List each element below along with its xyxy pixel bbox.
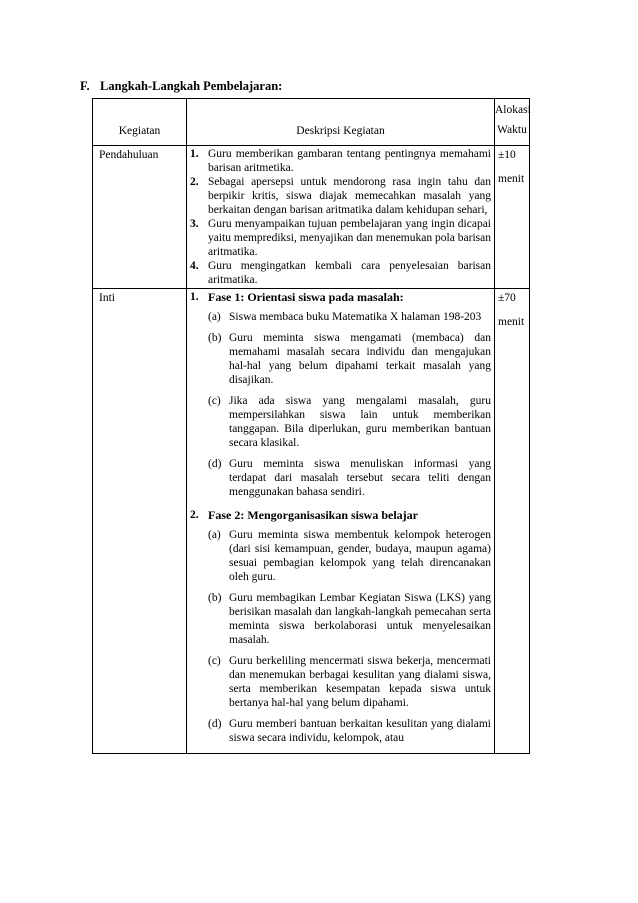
activity-name-cell (93, 146, 187, 289)
phase-block (190, 290, 491, 506)
time-unit: menit (498, 173, 525, 185)
phase-title: Fase 2: Mengorganisasikan siswa belajar (208, 508, 418, 522)
table-row-pendahuluan (93, 146, 530, 289)
step-text: Guru mengingatkan kembali cara penyelesaian barisan aritmatika. (208, 260, 491, 286)
sub-item (208, 591, 491, 647)
sub-item-label: (a) (208, 529, 221, 541)
phase-heading (190, 508, 491, 752)
header-alokasi-line2: Waktu (497, 124, 527, 136)
sub-item-text: Guru meminta siswa membentuk kelompok heterogen (dari sisi kemampuan, gender, budaya, maupun agama) sesuai pembagian kelompok yang telah direncanakan oleh guru. (229, 529, 491, 583)
phase-body (208, 508, 491, 752)
step-number: 1. (190, 148, 199, 160)
time-value: ±70 (498, 292, 516, 304)
header-alokasi-line1: Alokasi (495, 104, 531, 116)
sub-item (208, 717, 491, 745)
step-item (190, 217, 491, 259)
sub-item-text: Guru berkeliling mencermati siswa bekerja, mencermati dan menemukan berbagai kesulitan yang dialami siswa, serta memberikan kesempatan kepada siswa untuk bertanya hal-hal yang belum dipahami. (229, 655, 491, 709)
sub-item (208, 654, 491, 710)
step-number: 4. (190, 260, 199, 272)
sub-item (208, 528, 491, 584)
sub-item (208, 331, 491, 387)
header-deskripsi-label: Deskripsi Kegiatan (296, 125, 385, 137)
sub-item (208, 457, 491, 499)
phase-number: 2. (190, 509, 199, 521)
step-item (190, 259, 491, 287)
step-number: 3. (190, 218, 199, 230)
time-cell (495, 289, 530, 754)
table-row-inti (93, 289, 530, 754)
time-value: ±10 (498, 149, 516, 161)
sub-item-label: (d) (208, 458, 222, 470)
step-number: 2. (190, 176, 199, 188)
sub-item (208, 394, 491, 450)
step-item (190, 147, 491, 175)
header-kegiatan (93, 99, 187, 146)
step-text: Guru memberikan gambaran tentang pentingnya memahami barisan aritmetika. (208, 148, 491, 174)
activity-name-cell (93, 289, 187, 754)
section-letter: F. (80, 79, 90, 93)
header-alokasi (495, 99, 530, 146)
sub-item-text: Guru membagikan Lembar Kegiatan Siswa (LKS) yang berisikan masalah dan langkah-langkah pemecahan serta meminta siswa berkolaborasi untuk menyelesaikan masalah. (229, 592, 491, 646)
sub-item-text: Guru memberi bantuan berkaitan kesulitan yang dialami siswa secara individu, kelompok, atau (229, 718, 491, 744)
time-cell (495, 146, 530, 289)
step-text: Guru menyampaikan tujuan pembelajaran yang ingin dicapai yaitu memprediksi, menyajikan dan menemukan pola barisan aritmatika. (208, 218, 491, 258)
activity-name: Pendahuluan (99, 149, 159, 161)
phase-number: 1. (190, 291, 199, 303)
sub-item-label: (b) (208, 332, 222, 344)
sub-item (208, 310, 491, 324)
learning-steps-table (92, 98, 530, 754)
table-header-row (93, 99, 530, 146)
header-kegiatan-label: Kegiatan (118, 125, 161, 137)
sub-item-label: (d) (208, 718, 222, 730)
time-unit: menit (498, 316, 525, 328)
sub-item-label: (c) (208, 395, 221, 407)
header-deskripsi (187, 99, 495, 146)
sub-item-label: (a) (208, 311, 221, 323)
sub-item-text: Siswa membaca buku Matematika X halaman 198-203 (229, 311, 482, 323)
phase-body (208, 290, 491, 506)
section-heading (80, 79, 282, 94)
sub-item-label: (b) (208, 592, 222, 604)
sub-item-text: Jika ada siswa yang mengalami masalah, guru mempersilahkan siswa lain untuk memberikan tanggapan. Bila diperlukan, guru memberikan bantuan secara klasikal. (229, 395, 491, 449)
step-item (190, 175, 491, 217)
phase-sub-list (208, 528, 491, 745)
description-cell (187, 289, 495, 754)
pendahuluan-step-list (190, 147, 491, 287)
sub-item-text: Guru meminta siswa menuliskan informasi yang terdapat dari masalah tersebut secara teliti dengan menggunakan bahasa sendiri. (229, 458, 491, 498)
sub-item-text: Guru meminta siswa mengamati (membaca) dan memahami masalah secara individu dan mengajukan hal-hal yang belum dipahami terkait masalah yang disajikan. (229, 332, 491, 386)
phase-heading (190, 290, 491, 506)
phase-title: Fase 1: Orientasi siswa pada masalah: (208, 290, 404, 304)
sub-item-label: (c) (208, 655, 221, 667)
phase-sub-list (208, 310, 491, 499)
step-text: Sebagai apersepsi untuk mendorong rasa ingin tahu dan berpikir kritis, siswa diajak memecahkan masalah yang berkaitan dengan barisan aritmatika dalam kehidupan sehari, (208, 176, 491, 216)
section-title: Langkah-Langkah Pembelajaran: (100, 79, 283, 93)
description-cell (187, 146, 495, 289)
activity-name: Inti (99, 292, 115, 304)
phase-block (190, 508, 491, 752)
